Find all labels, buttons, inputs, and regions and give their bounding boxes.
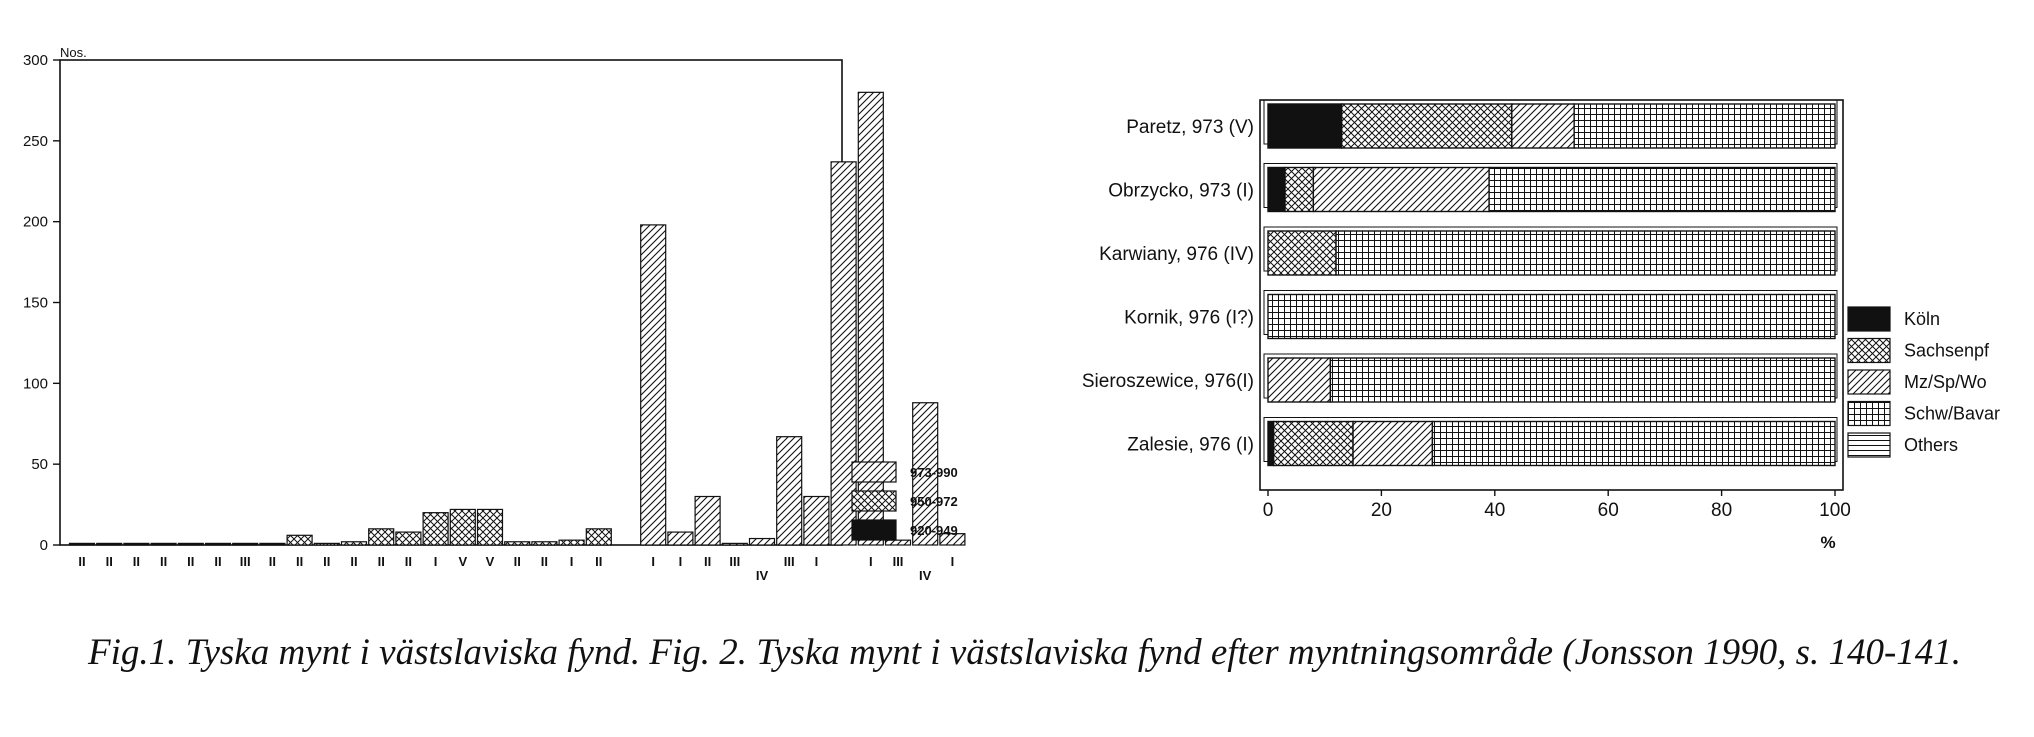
fig1-bar-segment	[97, 543, 122, 545]
fig1-x-tick-labels	[78, 554, 954, 583]
fig1-x-tick-label: II	[404, 554, 413, 569]
fig1-x-tick-label: IV	[919, 568, 932, 583]
fig1-bar-segment	[260, 543, 285, 545]
fig2-category-label: Kornik, 976 (I?)	[1124, 307, 1254, 329]
fig1-plot-frame	[60, 60, 842, 545]
fig2-x-tick-label: 80	[1711, 500, 1733, 521]
fig1-x-tick-label: II	[214, 554, 222, 569]
fig1-x-tick-label: II	[703, 554, 712, 569]
fig1-axes	[23, 52, 842, 554]
fig1-y-tick-label: 0	[39, 537, 48, 554]
fig2-chart	[1082, 100, 2000, 552]
fig2-bar-segment	[1432, 422, 1835, 466]
fig1-bar-segment	[478, 509, 503, 545]
fig1-bar-segment	[70, 543, 95, 545]
fig2-legend-label: Sachsenpf	[1904, 340, 1990, 361]
fig2-bar-segment	[1274, 422, 1353, 466]
fig2-category-label: Zalesie, 976 (I)	[1127, 434, 1254, 456]
fig1-x-tick-label: I	[950, 554, 955, 569]
fig1-x-tick-label: II	[295, 554, 304, 569]
fig2-x-tick-label: 60	[1597, 500, 1619, 521]
fig2-bar-segment	[1353, 422, 1432, 466]
fig1-bar-segment	[342, 542, 367, 545]
fig1-x-tick-label: II	[513, 554, 521, 569]
fig1-y-tick-label: 100	[22, 375, 48, 393]
fig1-legend-swatch	[852, 462, 896, 482]
fig1-legend	[852, 462, 958, 540]
fig1-bar-segment	[314, 543, 339, 545]
fig1-x-tick-label: II	[540, 554, 549, 569]
fig2-bar-segment	[1313, 168, 1489, 212]
fig1-x-tick-label: II	[187, 554, 195, 569]
fig1-bar-segment	[886, 540, 911, 545]
fig2-legend-swatch	[1848, 370, 1890, 394]
fig1-bar-segment	[722, 543, 747, 545]
fig2-bar-segment	[1342, 104, 1512, 148]
fig1-bar-segment	[423, 513, 448, 545]
fig2-legend-label: Schw/Bavar	[1904, 403, 2001, 424]
fig1-y-tick-label: 250	[22, 132, 48, 150]
fig2-x-tick-label: 100	[1819, 500, 1851, 521]
fig1-bar-segment	[586, 529, 611, 545]
fig2-legend-swatch	[1848, 307, 1890, 331]
fig1-x-tick-label: III	[239, 554, 251, 569]
fig2-x-tick-label: 20	[1370, 500, 1392, 521]
fig1-bar-segment	[750, 539, 775, 545]
fig1-bar-segment	[505, 542, 530, 545]
fig1-x-tick-label: I	[814, 554, 819, 569]
fig1-bar-segment	[369, 529, 394, 545]
fig2-bar-segment	[1336, 231, 1835, 275]
fig2-bar-segment	[1268, 358, 1330, 402]
fig2-bar-segment	[1268, 104, 1342, 148]
fig1-legend-swatch	[852, 520, 896, 540]
fig1-y-tick-label: 300	[22, 52, 48, 69]
fig1-bar-segment	[450, 509, 475, 545]
fig2-legend-label: Others	[1904, 435, 1959, 455]
fig1-bar-segment	[668, 532, 693, 545]
fig1-x-tick-label: II	[132, 554, 141, 569]
fig1-x-tick-label: II	[377, 554, 385, 569]
fig1-legend-label: 950-972	[910, 494, 958, 509]
fig1-bar-segment	[777, 437, 802, 545]
fig1-bar-segment	[396, 532, 421, 545]
fig1-x-tick-label: I	[651, 554, 656, 569]
fig2-bar-segment	[1285, 168, 1313, 212]
fig1-bar-segment	[206, 543, 231, 545]
fig2-legend-label: Mz/Sp/Wo	[1904, 372, 1987, 392]
fig1-x-tick-label: II	[159, 554, 168, 569]
figure-caption: Fig.1. Tyska mynt i västslaviska fynd. Fig. 2. Tyska mynt i västslaviska fynd efter myntningsområde (Jonsson 1990, s. 140-141.	[88, 632, 1962, 673]
fig1-bar-segment	[559, 540, 584, 545]
fig1-chart	[23, 45, 965, 583]
fig1-x-tick-label: II	[268, 554, 277, 569]
fig1-bar-segment	[804, 497, 829, 546]
fig2-xlabel: %	[1820, 533, 1836, 552]
fig1-bar-segment	[641, 225, 666, 545]
fig1-y-tick-label: 150	[22, 294, 48, 312]
fig2-bar-segment	[1512, 104, 1574, 148]
fig1-x-tick-label: III	[892, 554, 904, 569]
fig2-category-label: Obrzycko, 973 (I)	[1108, 180, 1254, 202]
fig2-bar-segment	[1489, 168, 1835, 212]
fig2-bar-segment	[1268, 295, 1835, 339]
fig1-x-tick-label: II	[323, 554, 331, 569]
fig2-bar-segment	[1574, 104, 1835, 148]
fig1-bar-segment	[233, 543, 258, 545]
fig1-bars	[70, 92, 965, 545]
fig2-category-label: Karwiany, 976 (IV)	[1099, 244, 1254, 265]
fig1-bar-segment	[287, 535, 312, 545]
fig2-legend-swatch	[1848, 402, 1890, 426]
fig2-category-label: Sieroszewice, 976(I)	[1081, 371, 1254, 392]
fig1-ylabel: Nos.	[60, 45, 87, 60]
fig1-x-tick-label: I	[678, 554, 683, 569]
fig2-legend	[1848, 307, 2000, 457]
fig2-legend-swatch	[1848, 339, 1890, 363]
fig1-x-tick-label: II	[350, 554, 358, 569]
fig2-legend-swatch	[1848, 433, 1890, 457]
fig1-x-tick-label: IV	[755, 568, 769, 583]
fig1-bar-segment	[124, 543, 149, 545]
fig1-x-tick-label: V	[485, 554, 495, 569]
fig1-bar-segment	[178, 543, 203, 545]
fig2-bar-segment	[1268, 422, 1274, 466]
fig2-x-tick-label: 40	[1484, 500, 1506, 521]
fig1-y-tick-label: 50	[31, 456, 48, 474]
fig1-x-tick-label: II	[105, 554, 113, 569]
fig2-bar-segment	[1268, 231, 1336, 275]
fig1-bar-segment	[831, 162, 856, 545]
fig2-legend-label: Köln	[1904, 309, 1941, 329]
fig2-category-label: Paretz, 973 (V)	[1126, 117, 1254, 138]
fig1-x-tick-label: I	[433, 554, 438, 569]
fig1-bar-segment	[151, 543, 176, 545]
fig2-x-tick-label: 0	[1262, 500, 1274, 521]
fig1-x-tick-label: III	[783, 554, 795, 569]
fig2-bars	[1082, 100, 1837, 466]
fig1-x-tick-label: III	[729, 554, 741, 569]
fig1-legend-swatch	[852, 491, 896, 511]
fig2-bar-segment	[1330, 358, 1835, 402]
fig1-x-tick-label: II	[78, 554, 86, 569]
fig2-bar-segment	[1268, 168, 1285, 212]
fig1-x-tick-label: I	[569, 554, 574, 569]
fig1-legend-label: 920-949	[910, 523, 958, 538]
fig1-x-tick-label: I	[868, 554, 873, 569]
fig1-x-tick-label: V	[458, 554, 468, 569]
fig1-bar-segment	[695, 497, 720, 546]
fig1-x-tick-label: II	[595, 554, 603, 569]
fig1-y-tick-label: 200	[22, 213, 48, 231]
fig1-bar-segment	[532, 542, 557, 545]
fig1-legend-label: 973-990	[910, 465, 958, 480]
